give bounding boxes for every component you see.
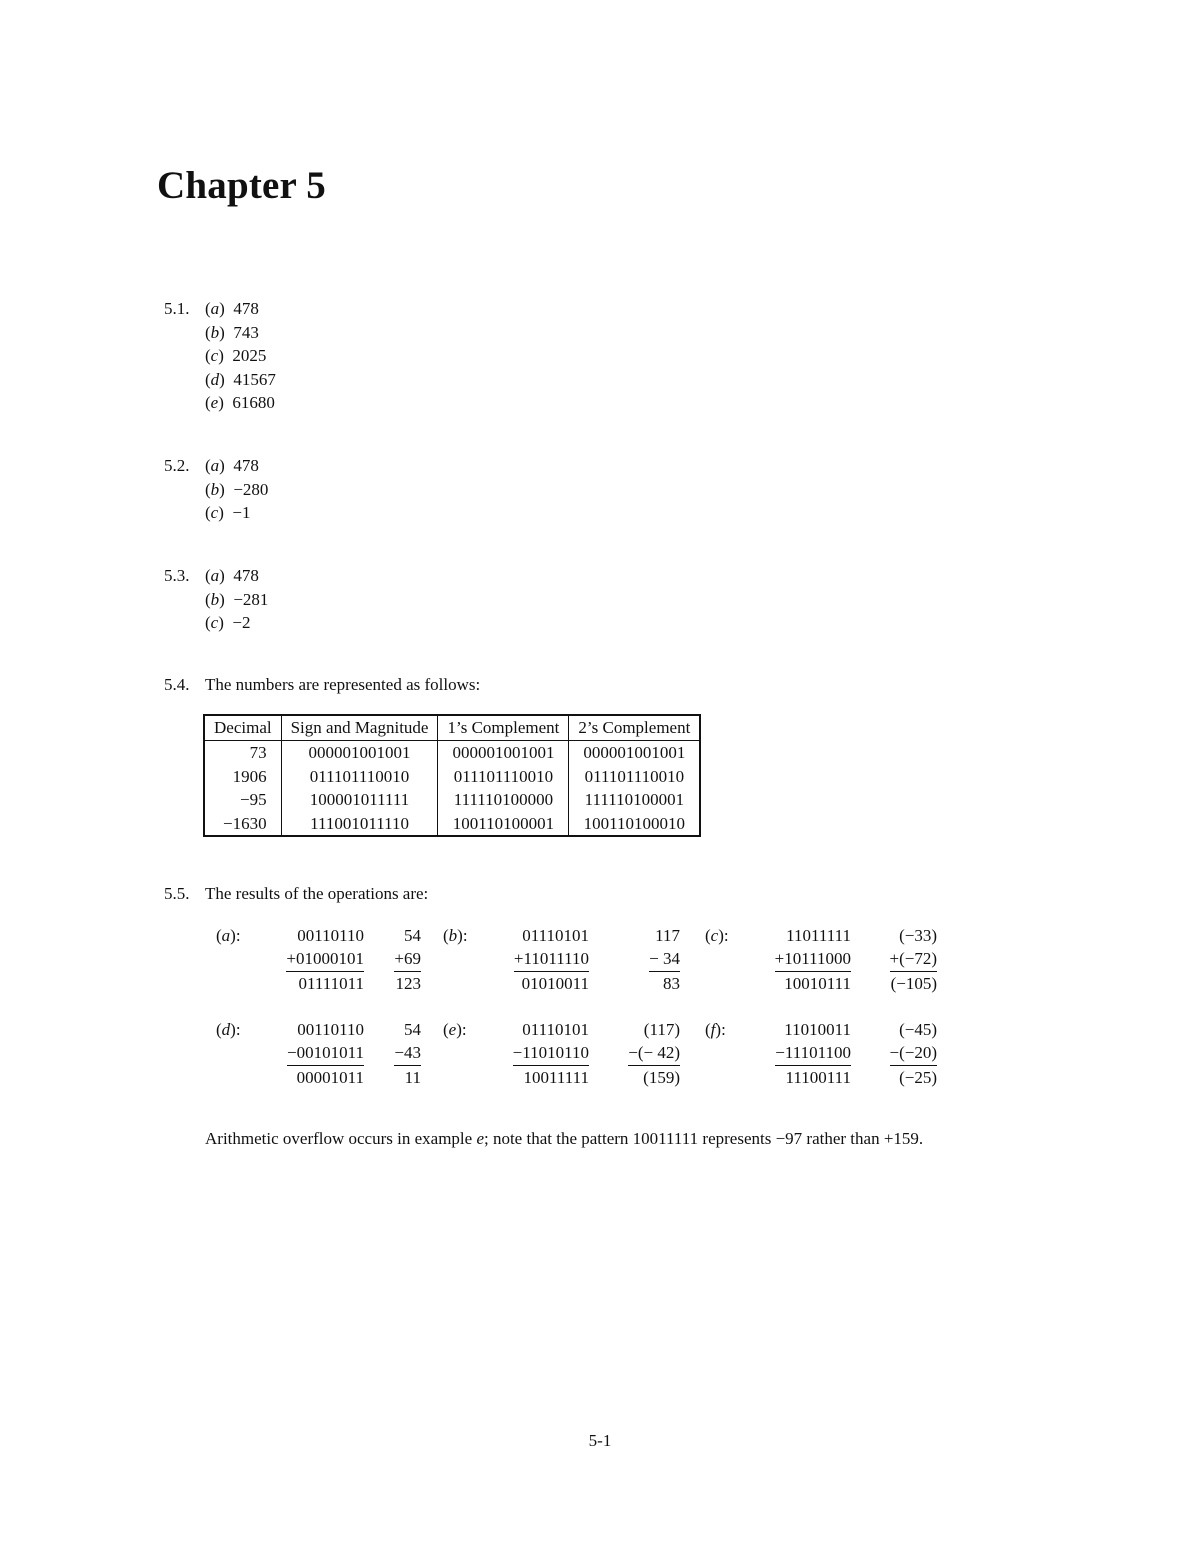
decimal-column (394, 1018, 421, 1090)
column-header: Sign and Magnitude (281, 715, 438, 741)
operation-letter: b (448, 926, 458, 945)
binary-column (287, 1018, 364, 1090)
item-letter: c (210, 346, 219, 365)
operation-f (705, 1018, 940, 1090)
decimal-column (394, 924, 421, 996)
table-cell: 011101110010 (569, 765, 700, 789)
table-cell: 73 (249, 743, 267, 762)
operand-1: 117 (655, 926, 680, 945)
binary-column (286, 924, 364, 996)
list-item: (d) 41567 (205, 369, 276, 389)
item-value: 61680 (232, 393, 275, 412)
decimal-column (628, 1018, 680, 1090)
table-cell: 100110100010 (569, 812, 700, 837)
note-text: ; note that the pattern 10011111 represents −97 rather than +159. (483, 1129, 924, 1148)
problem-label: 5.2. (164, 456, 190, 475)
operation-label: (d): (216, 1020, 241, 1039)
problem-text: The numbers are represented as follows: (205, 675, 481, 694)
operand-1: 01110101 (522, 1020, 589, 1039)
result: 11 (404, 1068, 421, 1087)
list-item: (c) 2025 (205, 346, 267, 365)
list-item: (a) 478 (205, 299, 259, 318)
operation-c (705, 924, 940, 996)
operation-letter: e (448, 1020, 457, 1039)
table-cell: 000001001001 (438, 741, 569, 765)
item-letter: d (210, 369, 220, 389)
result: 10010111 (784, 974, 851, 993)
item-value: −280 (233, 479, 269, 499)
list-item: (b) −280 (205, 479, 269, 499)
table-cell: 011101110010 (438, 765, 569, 789)
result: 00001011 (296, 1068, 364, 1087)
result: (159) (643, 1068, 680, 1087)
operand-1: 00110110 (297, 1020, 364, 1039)
operand-1: 11010011 (784, 1020, 851, 1039)
problem-label: 5.4. (164, 675, 190, 694)
table-cell: −1630 (223, 813, 267, 833)
item-value: −281 (233, 589, 269, 609)
operation-label: (a): (216, 926, 241, 945)
result: 01010011 (521, 974, 589, 993)
table-cell: 1906 (232, 766, 267, 786)
item-letter: b (210, 479, 220, 499)
operand-1: 54 (404, 1020, 421, 1039)
item-letter: c (210, 613, 219, 632)
binary-column (775, 1018, 851, 1090)
table-cell: 111110100001 (569, 788, 700, 812)
operation-label: (f): (705, 1020, 726, 1039)
item-value: 478 (233, 299, 259, 318)
result: 123 (395, 974, 421, 993)
list-item: (a) 478 (205, 456, 259, 475)
item-value: 478 (233, 566, 259, 585)
item-letter: b (210, 589, 220, 609)
answer-list (205, 297, 276, 415)
operand-2: − 34 (649, 948, 680, 973)
table-cell: 011101110010 (281, 765, 438, 789)
problem-label: 5.5. (164, 884, 190, 903)
answer-list (205, 564, 268, 635)
table-cell: 111110100000 (438, 788, 569, 812)
operation-letter: f (710, 1020, 716, 1039)
representation-table (203, 714, 701, 837)
table-header-row (204, 715, 700, 741)
operand-1: 54 (404, 926, 421, 945)
list-item: (e) 61680 (205, 393, 275, 412)
result: 10011111 (523, 1068, 589, 1087)
item-letter: a (210, 456, 220, 475)
operation-letter: d (221, 1020, 231, 1039)
operand-1: (117) (643, 1020, 680, 1039)
operand-2: +69 (394, 948, 421, 973)
problem-text: The results of the operations are: (205, 884, 429, 903)
operation-label: (c): (705, 926, 729, 945)
operation-letter: a (221, 926, 231, 945)
chapter-title: Chapter 5 (157, 164, 326, 207)
item-value: 478 (233, 456, 259, 475)
table-row (204, 765, 700, 789)
operand-1: 11011111 (786, 926, 851, 945)
operand-1: 01110101 (522, 926, 589, 945)
note-letter: e (476, 1129, 484, 1148)
operand-2: +(−72) (890, 948, 938, 973)
table-cell: 000001001001 (281, 741, 438, 765)
problem-label: 5.1. (164, 299, 190, 318)
item-letter: a (210, 299, 220, 318)
table-row (204, 741, 700, 765)
operand-2: −11010110 (513, 1042, 589, 1067)
operation-label: (b): (443, 926, 468, 945)
item-letter: e (210, 393, 219, 412)
problem-label: 5.3. (164, 566, 190, 585)
operation-d (216, 1018, 426, 1090)
item-value: 743 (233, 322, 259, 342)
list-item: (b) 743 (205, 322, 259, 342)
column-header: 1’s Complement (438, 715, 569, 741)
page-number: 5-1 (588, 1431, 612, 1450)
operand-2: −43 (394, 1042, 421, 1067)
table-cell: 100110100001 (438, 812, 569, 837)
result: 01111011 (298, 974, 364, 993)
operation-label: (e): (443, 1020, 467, 1039)
table-cell: 111001011110 (281, 812, 438, 837)
operand-2: −(− 42) (628, 1042, 680, 1067)
item-letter: b (210, 322, 220, 342)
list-item: (c) −1 (205, 503, 251, 522)
decimal-column (649, 924, 680, 996)
operation-e (443, 1018, 683, 1090)
answer-list (205, 454, 268, 525)
list-item: (a) 478 (205, 566, 259, 585)
operand-2: −(−20) (890, 1042, 938, 1067)
operand-2: +01000101 (286, 948, 364, 973)
table-cell: 000001001001 (569, 741, 700, 765)
binary-column (514, 924, 589, 996)
item-value: 2025 (232, 346, 267, 365)
table-cell: 100001011111 (281, 788, 438, 812)
operation-a (216, 924, 426, 996)
item-value: −1 (232, 503, 251, 522)
operand-1: (−33) (899, 926, 937, 945)
operand-2: −00101011 (287, 1042, 364, 1067)
item-letter: c (210, 503, 219, 522)
operand-2: +11011110 (514, 948, 589, 973)
column-header: Decimal (204, 715, 281, 741)
decimal-column (890, 924, 938, 996)
overflow-note (205, 1129, 923, 1149)
list-item: (b) −281 (205, 589, 269, 609)
operation-b (443, 924, 683, 996)
column-header: 2’s Complement (569, 715, 700, 741)
result: 83 (663, 974, 680, 993)
operand-2: −11101100 (775, 1042, 851, 1067)
operand-1: 00110110 (297, 926, 364, 945)
binary-column (775, 924, 851, 996)
table-row (204, 788, 700, 812)
result: (−105) (890, 974, 937, 993)
table-cell: −95 (240, 790, 267, 809)
decimal-column (890, 1018, 938, 1090)
operation-letter: c (710, 926, 719, 945)
item-value: −2 (232, 613, 251, 632)
operand-1: (−45) (899, 1020, 937, 1039)
note-text: Arithmetic overflow occurs in example (205, 1129, 477, 1148)
binary-column (513, 1018, 589, 1090)
result: (−25) (899, 1068, 937, 1087)
result: 11100111 (785, 1068, 851, 1087)
table-row (204, 812, 700, 837)
item-letter: a (210, 566, 220, 585)
list-item: (c) −2 (205, 613, 251, 632)
item-value: 41567 (233, 369, 276, 389)
operand-2: +10111000 (775, 948, 851, 973)
